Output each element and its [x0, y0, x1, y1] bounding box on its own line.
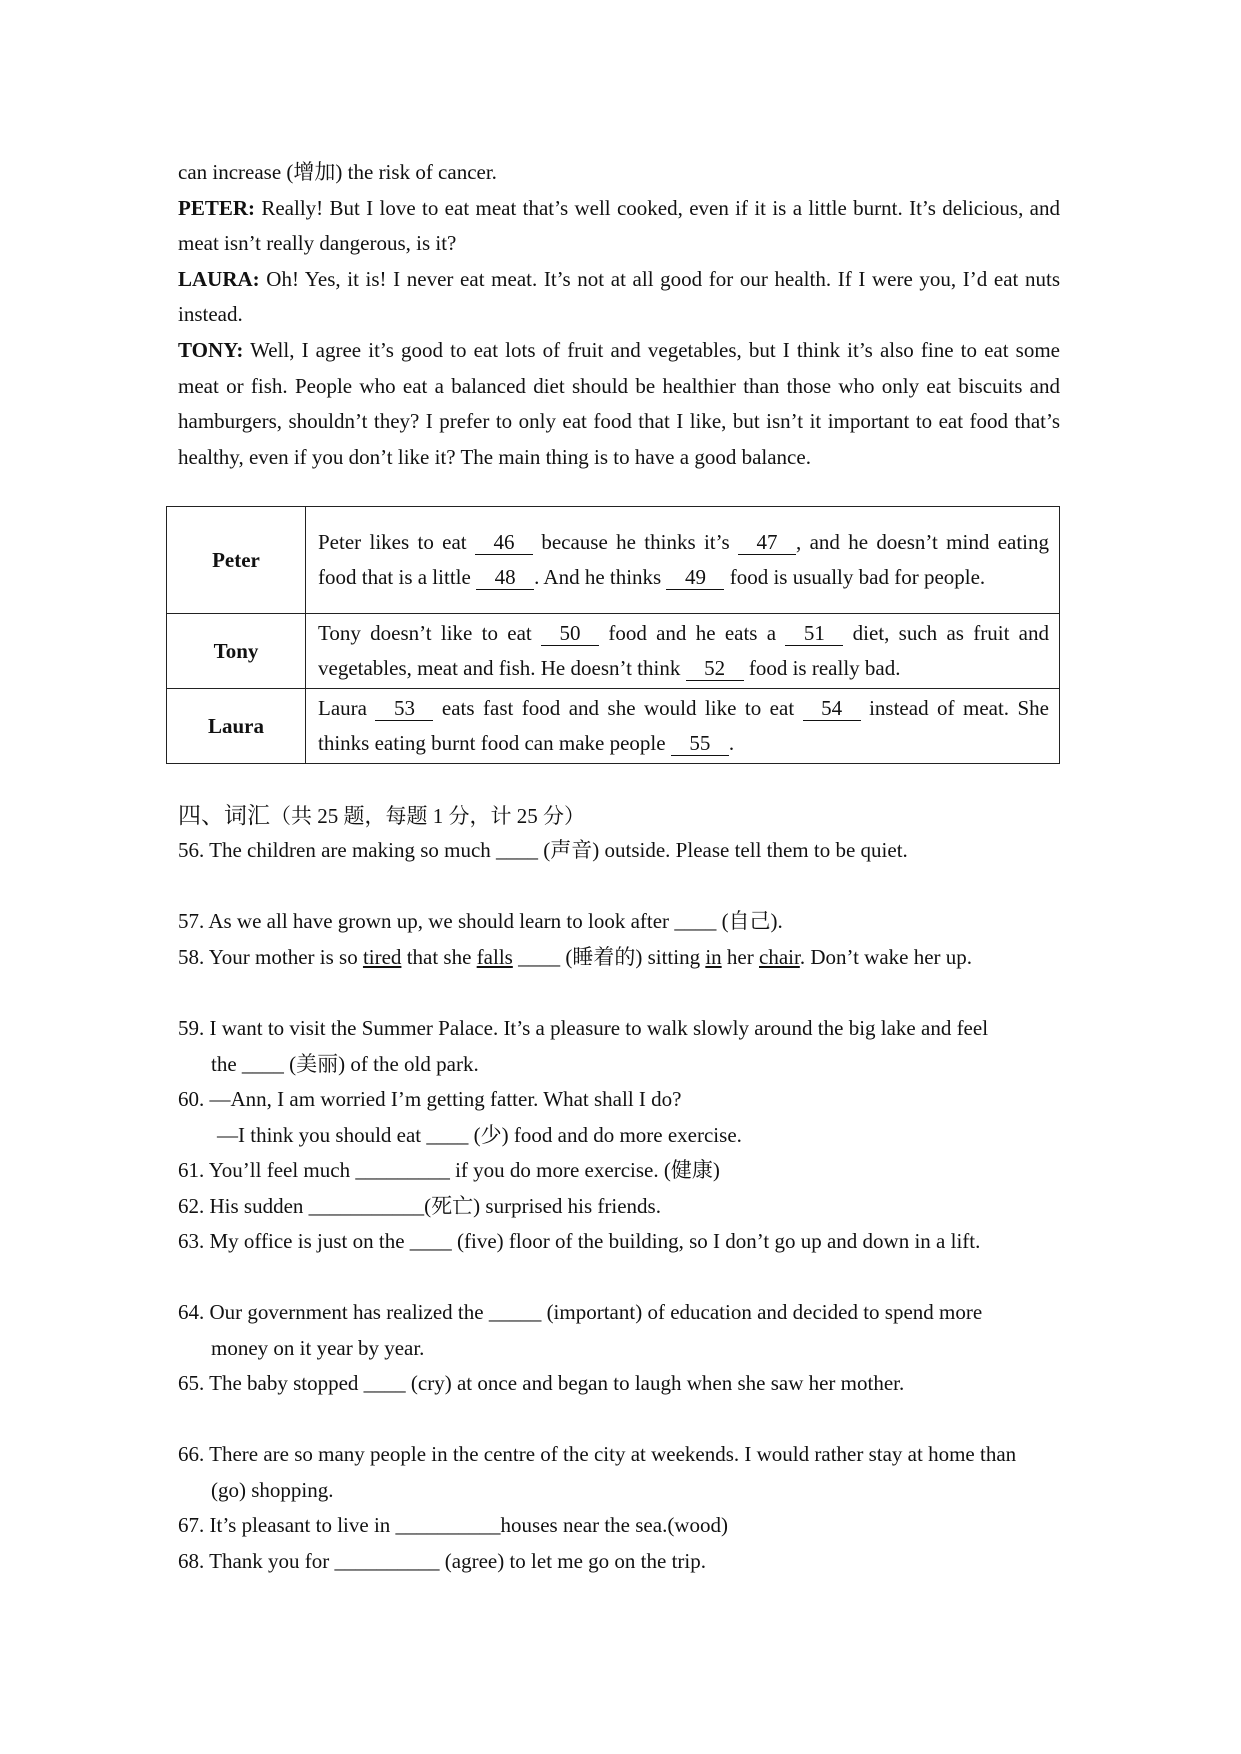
text-segment: food is really bad. [743, 656, 901, 680]
row-text-peter [306, 507, 1060, 614]
question-text: (少) food and do more exercise. [468, 1122, 742, 1147]
question-text: that she [401, 945, 477, 969]
section-subtitle: （共 25 题，每题 1 分，计 25 分） [270, 804, 585, 828]
peter-text: Really! But I love to eat meat that’s well cooked, even if it is a little burnt. It’s delicious, and meat isn’t really dangerous, is it? [178, 195, 1060, 256]
answer-blank[interactable]: __________ [395, 1513, 501, 1537]
question-text: (important) of education and decided to spend more [541, 1300, 983, 1324]
question-text: 59. I want to visit the Summer Palace. It’s a pleasure to walk slowly around the big lake and feel [178, 1016, 989, 1040]
blank-52[interactable]: 52 [686, 656, 744, 681]
question-57 [178, 904, 1060, 940]
question-text: 58. Your mother is so [178, 945, 363, 969]
question-67 [178, 1508, 1060, 1544]
blank-48[interactable]: 48 [476, 565, 534, 590]
dialogue-peter [178, 191, 1060, 262]
question-text: 57. As we all have grown up, we should learn to look after [178, 909, 675, 933]
underlined-word: falls [476, 945, 513, 969]
question-text: 66. There are so many people in the centre of the city at weekends. I would rather stay at home than [178, 1442, 1017, 1466]
text-segment: Laura [318, 696, 376, 720]
answer-blank[interactable]: _________ [355, 1158, 450, 1182]
answer-blank[interactable]: ____ [518, 945, 561, 969]
blank-54[interactable]: 54 [803, 696, 861, 721]
answer-blank[interactable]: _____ [488, 1300, 542, 1324]
question-text: (死亡) surprised his friends. [424, 1194, 661, 1218]
question-64 [178, 1295, 1060, 1366]
question-text: 63. My office is just on the [178, 1229, 410, 1253]
table-row-tony [167, 614, 1060, 689]
text-segment: instead of meat. She thinks eating burnt food can make people [318, 696, 1050, 755]
speaker-tony: TONY: [178, 337, 244, 362]
text-segment: . [728, 731, 735, 755]
question-text: (five) floor of the building, so I don’t go up and down in a lift. [451, 1229, 981, 1253]
table-row-laura [167, 689, 1060, 764]
question-63 [178, 1224, 1060, 1260]
question-text: 60. —Ann, I am worried I’m getting fatter. What shall I do? [178, 1087, 682, 1111]
question-text: 56. The children are making so much [178, 838, 497, 862]
question-61 [178, 1153, 1060, 1189]
underlined-word: in [705, 945, 722, 969]
question-text: 68. Thank you for [178, 1549, 335, 1573]
question-59 [178, 1011, 1060, 1082]
question-text: (睡着的) sitting [560, 945, 706, 969]
answer-blank[interactable]: ____ [241, 1051, 284, 1076]
question-text: her [721, 945, 759, 969]
text-segment: food is usually bad for people. [724, 565, 986, 589]
answer-blank[interactable]: ___________ [308, 1194, 425, 1218]
dialogue-passage [178, 155, 1060, 475]
table-row-peter [167, 507, 1060, 614]
question-56 [178, 833, 1060, 869]
question-text: 64. Our government has realized the [178, 1300, 489, 1324]
row-text-laura [306, 689, 1060, 764]
text-segment: , and he doesn’t mind eating food that is a little [318, 530, 1049, 589]
text-segment: Peter likes to eat [318, 530, 475, 554]
question-text: houses near the sea.(wood) [500, 1513, 728, 1537]
question-text: (自己). [716, 909, 783, 933]
question-text: (美丽) of the old park. [283, 1051, 479, 1076]
question-text: 62. His sudden [178, 1194, 309, 1218]
speaker-laura: LAURA: [178, 266, 260, 291]
blank-50[interactable]: 50 [541, 621, 599, 646]
dialogue-laura [178, 262, 1060, 333]
blank-51[interactable]: 51 [785, 621, 843, 646]
text-segment: eats fast food and she would like to eat [433, 696, 803, 720]
text-segment: Tony doesn’t like to eat [318, 621, 542, 645]
question-continuation: money on it year by year. [211, 1335, 425, 1360]
answer-blank[interactable]: ____ [426, 1122, 469, 1147]
tony-text: Well, I agree it’s good to eat lots of fruit and vegetables, but I think it’s also fine to eat some meat or fish. People who eat a balanced diet should be healthier than those who only eat biscuits and hamburgers, shouldn’t they? I prefer to only eat food that I like, but isn’t it important to eat food that’s healthy, even if you don’t like it? The main thing is to have a good balance. [178, 337, 1060, 469]
blank-55[interactable]: 55 [671, 731, 729, 756]
dialogue-tony [178, 333, 1060, 475]
summary-table [166, 506, 1060, 764]
answer-blank[interactable]: ____ [409, 1229, 452, 1253]
blank-49[interactable]: 49 [666, 565, 724, 590]
question-continuation [178, 1118, 1060, 1154]
question-68 [178, 1544, 1060, 1580]
question-text: 65. The baby stopped [178, 1371, 364, 1395]
question-66 [178, 1437, 1060, 1508]
question-text: the [211, 1051, 242, 1076]
text-segment: because he thinks it’s [532, 530, 738, 554]
question-62 [178, 1189, 1060, 1225]
question-text: (cry) at once and began to laugh when she saw her mother. [405, 1371, 905, 1395]
question-60 [178, 1082, 1060, 1153]
question-58 [178, 940, 1060, 976]
question-text: (声音) outside. Please tell them to be quiet. [538, 838, 908, 862]
blank-46[interactable]: 46 [475, 530, 533, 555]
dialogue-intro-line: can increase (增加) the risk of cancer. [178, 160, 497, 184]
question-text: 67. It’s pleasant to live in [178, 1513, 396, 1537]
row-name-peter: Peter [167, 507, 306, 614]
text-segment: . And he thinks [534, 565, 667, 589]
answer-blank[interactable]: ____ [363, 1371, 406, 1395]
row-text-tony [306, 614, 1060, 689]
underlined-word: chair [759, 945, 800, 969]
question-text: if you do more exercise. (健康) [449, 1158, 720, 1182]
underlined-word: tired [362, 945, 402, 969]
row-name-tony: Tony [167, 614, 306, 689]
answer-blank[interactable]: ____ [674, 909, 717, 933]
question-continuation [178, 1047, 1060, 1083]
question-text: . Don’t wake her up. [799, 945, 973, 969]
question-continuation: (go) shopping. [211, 1477, 334, 1502]
section-heading [178, 797, 585, 830]
laura-text: Oh! Yes, it is! I never eat meat. It’s not at all good for our health. If I were you, I’d eat nuts instead. [178, 266, 1060, 327]
question-text: 61. You’ll feel much [178, 1158, 356, 1182]
blank-53[interactable]: 53 [375, 696, 433, 721]
text-segment: diet, such as fruit and vegetables, meat and fish. He doesn’t think [318, 621, 1050, 680]
question-line [178, 1295, 1060, 1331]
question-65 [178, 1366, 1060, 1402]
question-text: —I think you should eat [217, 1122, 427, 1147]
row-name-laura: Laura [167, 689, 306, 764]
speaker-peter: PETER: [178, 195, 256, 220]
blank-47[interactable]: 47 [738, 530, 796, 555]
answer-blank[interactable]: __________ [334, 1549, 440, 1573]
question-text: (agree) to let me go on the trip. [439, 1549, 707, 1573]
text-segment: food and he eats a [599, 621, 786, 645]
answer-blank[interactable]: ____ [496, 838, 539, 862]
section-title: 四、词汇 [178, 803, 270, 828]
